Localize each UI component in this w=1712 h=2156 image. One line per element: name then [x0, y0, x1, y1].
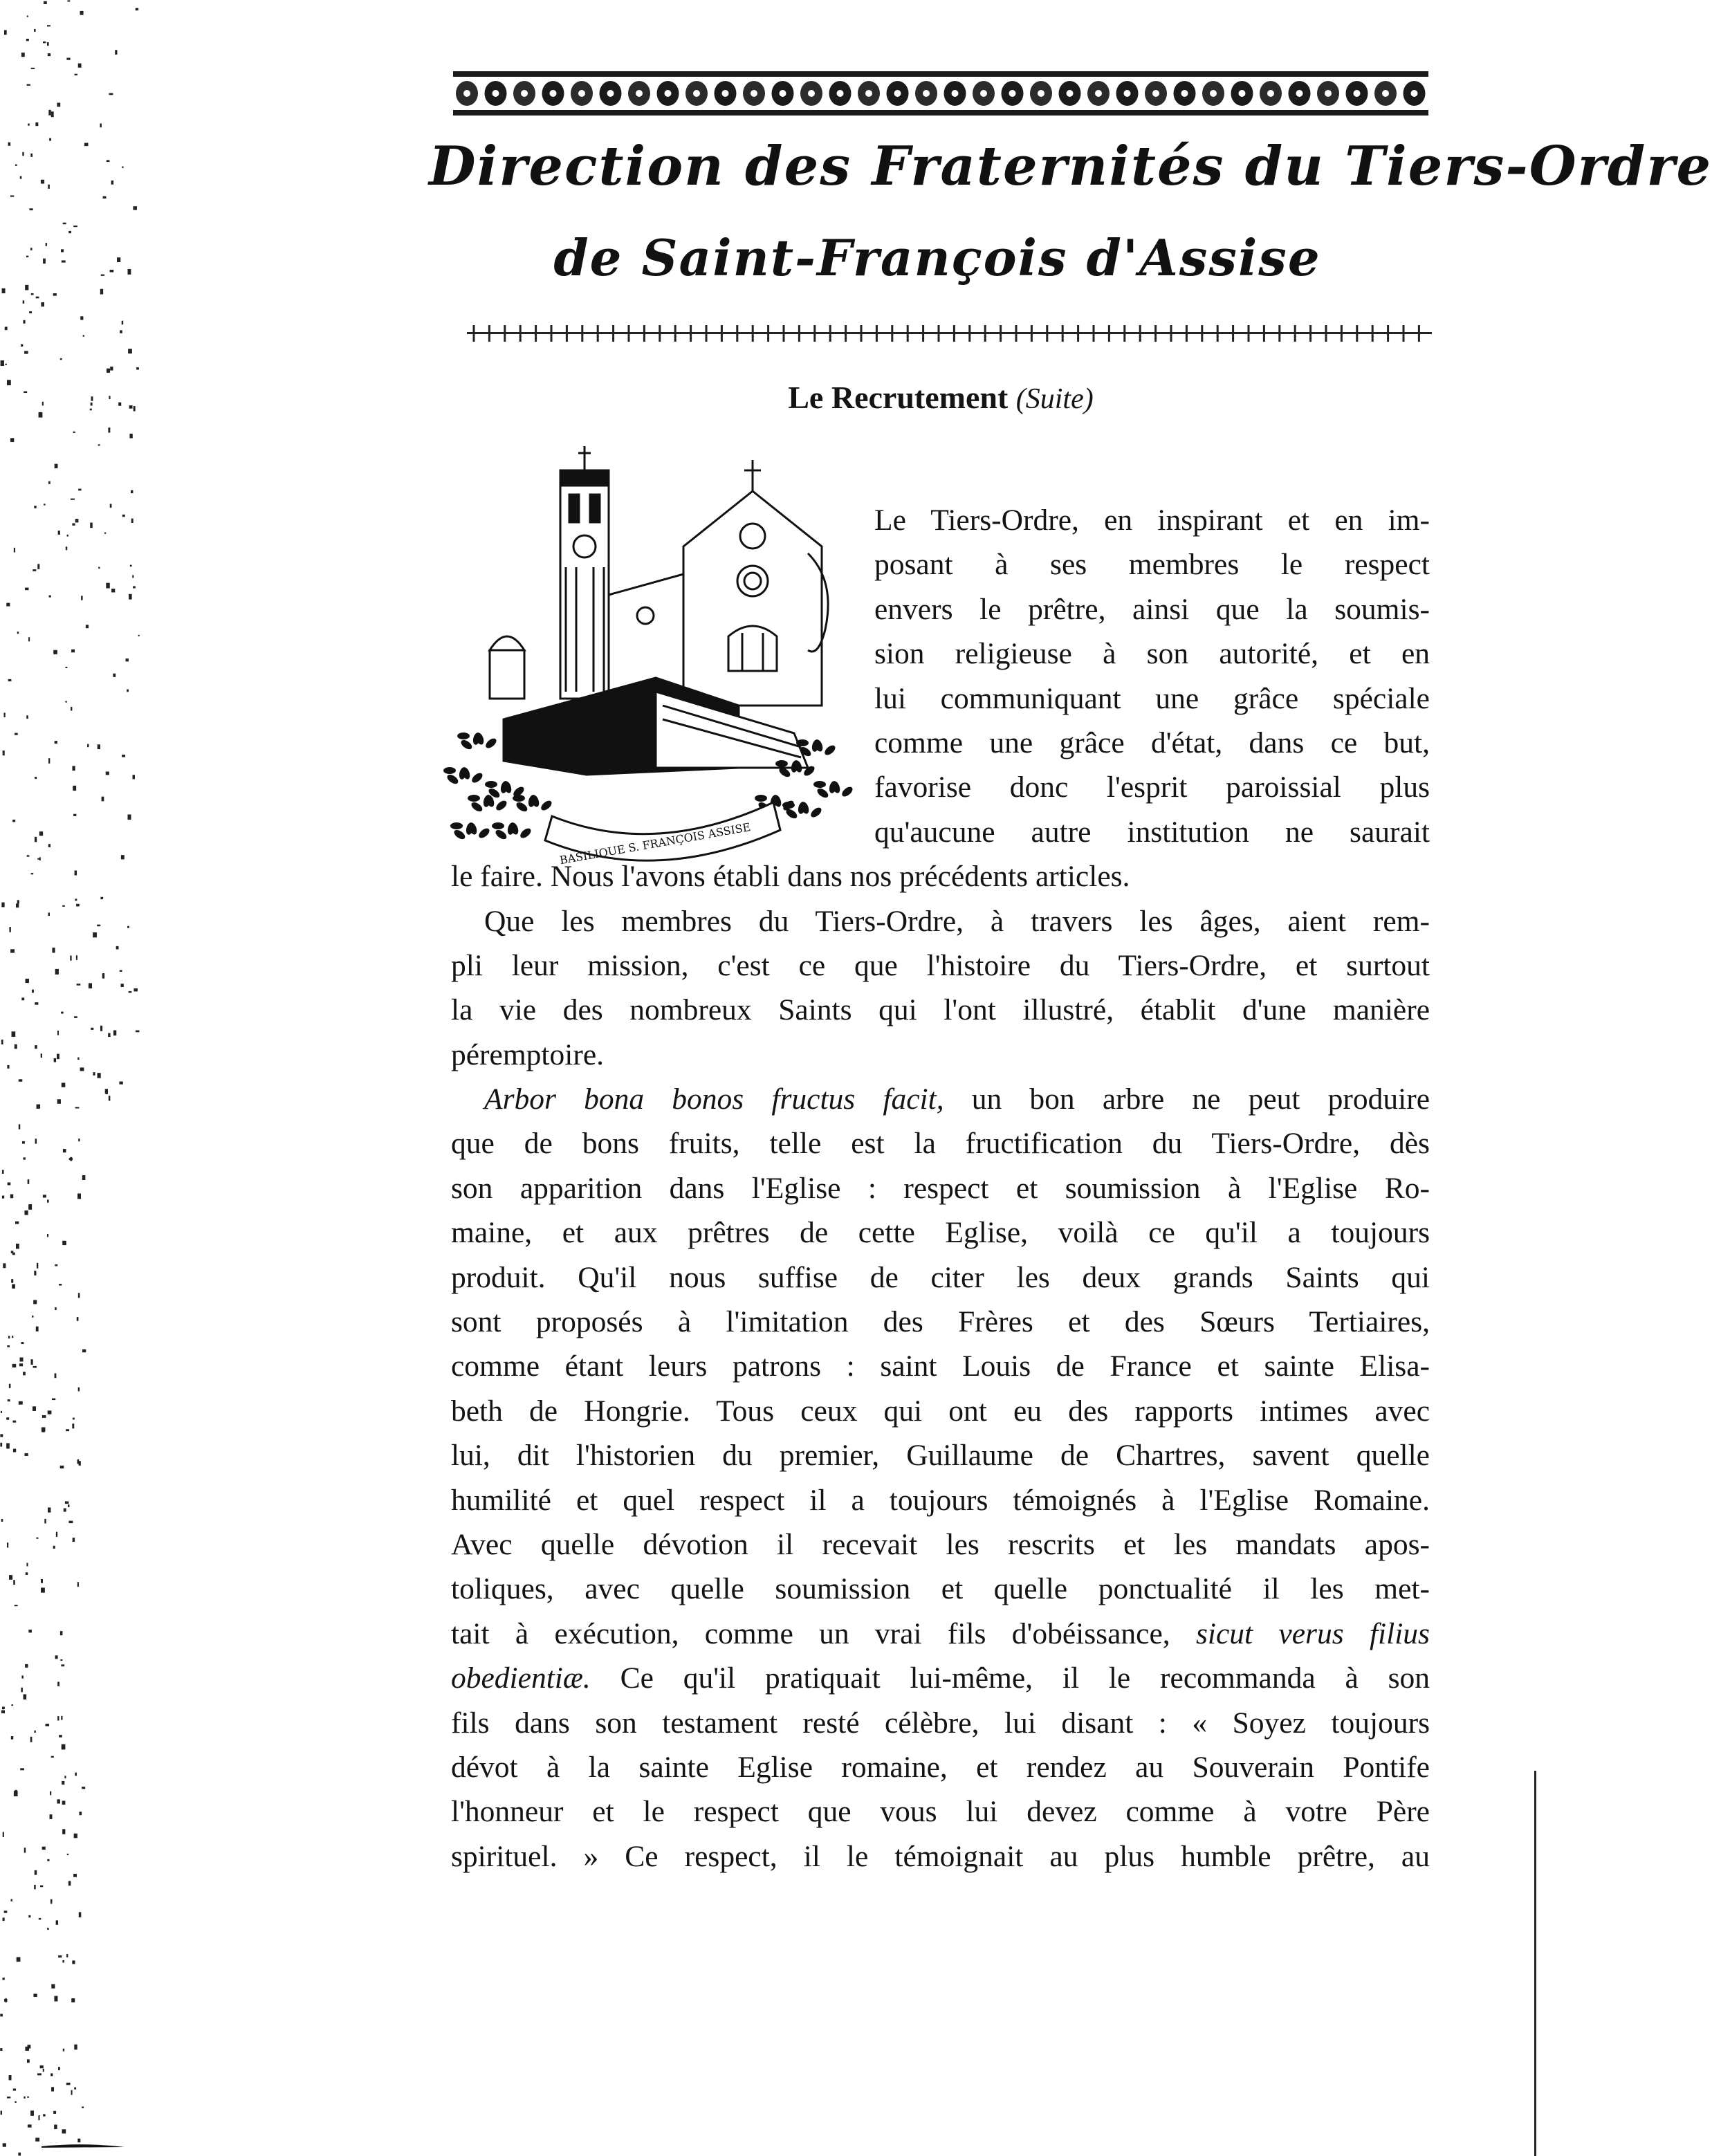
body-line: envers le prêtre, ainsi que la soumis- — [874, 592, 1430, 626]
latin-phrase-2: sicut verus filius — [1195, 1616, 1430, 1650]
body-line: maine, et aux prêtres de cette Eglise, voilà ce qu'il a toujours — [451, 1216, 1430, 1250]
body-line: péremptoire. — [451, 1038, 605, 1071]
body-line: humilité et quel respect il a toujours témoignés à l'Eglise Romaine. — [451, 1483, 1430, 1517]
body-line-latin: tait à exécution, comme un vrai fils d'obéissance, sicut verus filius — [451, 1616, 1430, 1650]
title-line-2: de Saint-François d'Assise — [553, 228, 1321, 287]
body-line: favorise donc l'esprit paroissial plus — [874, 771, 1430, 804]
body-line: spirituel. » Ce respect, il le témoignait au plus humble prêtre, au — [451, 1839, 1430, 1873]
scan-edge-line — [1534, 1771, 1536, 2156]
title-line-1: Direction des Fraternités du Tiers-Ordre — [429, 135, 1712, 198]
scan-gutter-noise — [0, 0, 145, 2156]
body-line: toliques, avec quelle soumission et quelle ponctualité il les met- — [451, 1572, 1430, 1606]
body-line: beth de Hongrie. Tous ceux qui ont eu des rapports intimes avec — [451, 1394, 1430, 1428]
illustration-caption: BASILIQUE S. FRANÇOIS ASSISE — [558, 820, 752, 867]
body-line: sont proposés à l'imitation des Frères et des Sœurs Tertiaires, — [451, 1305, 1430, 1339]
section-heading — [453, 379, 1428, 416]
body-line: que de bons fruits, telle est la fructification du Tiers-Ordre, dès — [451, 1127, 1430, 1161]
body-line: pli leur mission, c'est ce que l'histoire du Tiers-Ordre, et surtout — [451, 948, 1430, 982]
body-line: Que les membres du Tiers-Ordre, à travers les âges, aient rem- — [484, 904, 1430, 938]
scan-bottom-smudge — [42, 2141, 125, 2148]
body-line: lui, dit l'historien du premier, Guillaume de Chartres, savent quelle — [451, 1439, 1430, 1473]
body-line: fils dans son testament resté célèbre, lui disant : « Soyez toujours — [451, 1706, 1430, 1740]
body-line: dévot à la sainte Eglise romaine, et rendez au Souverain Pontife — [451, 1750, 1430, 1784]
latin-phrase-3: obedientiæ. — [451, 1661, 591, 1695]
body-line: comme une grâce d'état, dans ce but, — [874, 726, 1430, 759]
body-line: qu'aucune autre institution ne saurait — [874, 815, 1430, 849]
article-body — [451, 498, 1430, 1879]
latin-phrase-1: Arbor bona bonos fructus facit, — [484, 1082, 944, 1116]
body-line: produit. Qu'il nous suffise de citer les deux grands Saints qui — [451, 1260, 1430, 1294]
body-line: sion religieuse à son autorité, et en — [874, 637, 1430, 671]
body-line: le faire. Nous l'avons établi dans nos précédents articles. — [451, 860, 1130, 894]
body-line: lui communiquant une grâce spéciale — [874, 681, 1430, 715]
section-suite: (Suite) — [1015, 383, 1094, 415]
body-line: comme étant leurs patrons : saint Louis de France et sainte Elisa- — [451, 1349, 1430, 1383]
body-line: son apparition dans l'Eglise : respect et soumission à l'Eglise Ro- — [451, 1171, 1430, 1205]
body-line: la vie des nombreux Saints qui l'ont illustré, établit d'une manière — [451, 993, 1430, 1027]
body-line-latin: obedientiæ. Ce qu'il pratiquait lui-même, il le recommanda à son — [451, 1661, 1430, 1695]
section-heading-text: Le Recrutement — [788, 380, 1009, 415]
body-line: Avec quelle dévotion il recevait les rescrits et les mandats apos- — [451, 1527, 1430, 1561]
body-line: l'honneur et le respect que vous lui devez comme à votre Père — [451, 1795, 1430, 1829]
ornamental-header-band — [453, 66, 1428, 121]
body-line: Le Tiers-Ordre, en inspirant et en im- — [874, 504, 1430, 537]
cross-divider-rule — [467, 320, 1432, 347]
body-line: posant à ses membres le respect — [874, 548, 1430, 582]
body-line-latin: Arbor bona bonos fructus facit, un bon arbre ne peut produire — [484, 1082, 1430, 1116]
